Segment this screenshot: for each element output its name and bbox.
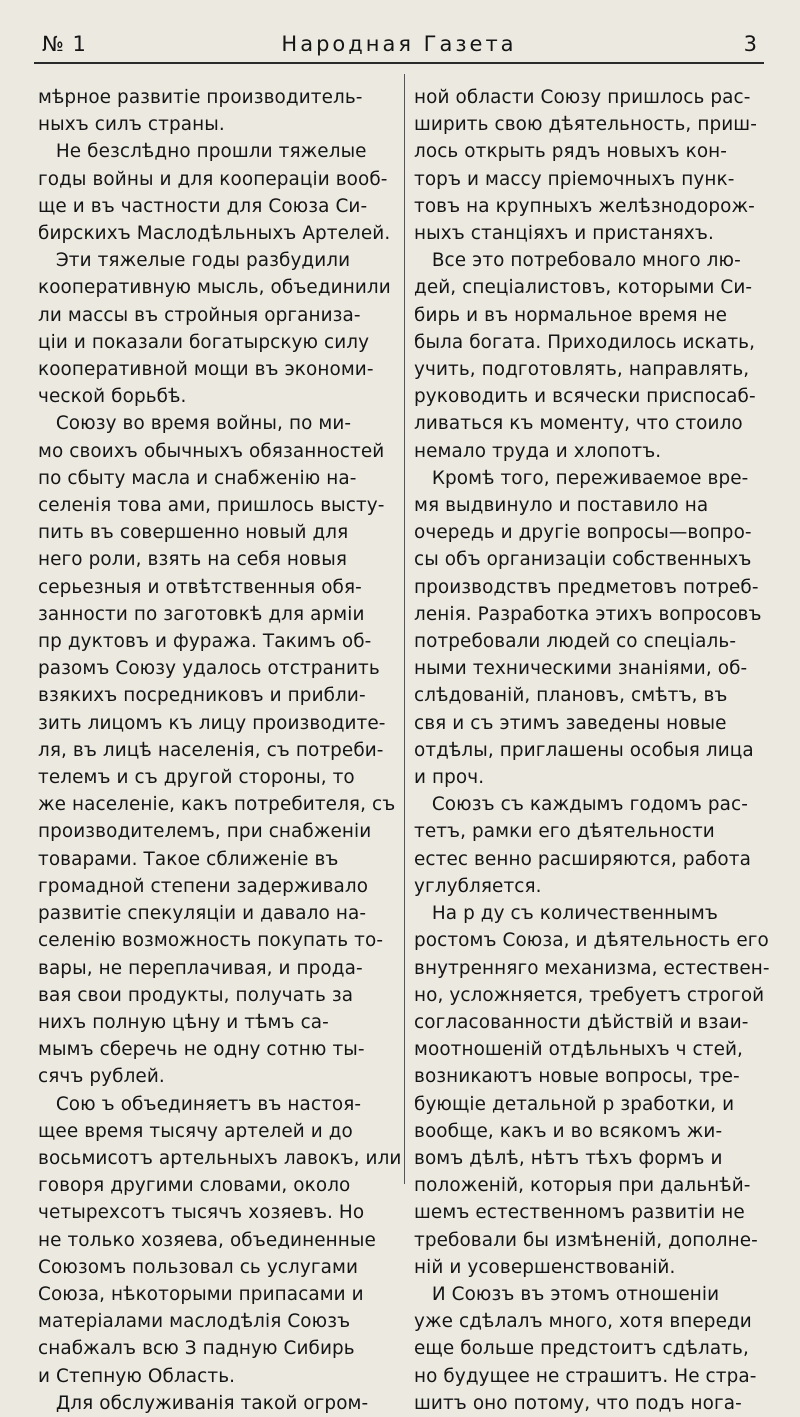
page-header [34,26,764,64]
left-column-text: мѣрное развитіе производитель- ныхъ силъ страны. Не безслѣдно прошли тяжелые годы войны и для коопераціи вооб- ще и въ частности для Союза Си- бирскихъ Маслодѣльныхъ Артелей. Эти тяжелые годы разбудили кооперативную мысль, объединили ли массы въ стройныя организа- ціи и показали богатырскую силу кооперативной мощи въ экономи- ческой борьбѣ. Союзу во время войны, по ми- мо своихъ обычныхъ обязанностей по сбыту масла и снабженію на- селенія това ами, пришлось высту- пить въ совершенно новый для него роли, взять на себя новыя серьезныя и отвѣтственныя обя- занности по заготовкѣ для арміи пр дуктовъ и фуража. Такимъ об- разомъ Союзу удалось отстранить взякихъ посредниковъ и прибли- зить лицомъ къ лицу производите- ля, въ лицѣ населенія, съ потреби- телемъ и съ другой стороны, то же населеніе, какъ потребителя, съ производителемъ, при снабженіи товарами. Такое сближеніе въ громадной степени задерживало развитіе спекуляціи и давало на- селенію возможность покупать то- вары, не переплачивая, и прода- вая свои продукты, получать за нихъ полную цѣну и тѣмъ са- мымъ сберечь не одну сотню ты- сячъ рублей. Сою ъ объединяетъ въ настоя- щее время тысячу артелей и до восьмисотъ артельныхъ лавокъ, или говоря другими словами, около четырехсотъ тысячъ хозяевъ. Но не только хозяева, объединенные Союзомъ пользовал сь услугами Союза, нѣкоторыми припасами и матеріалами маслодѣлія Союзъ снабжалъ всю З падную Сибирь и Степную Область. Для обслуживанія такой огром- [38,87,402,1414]
issue-number: № 1 [42,32,87,56]
newspaper-title: Народная Газета [281,32,517,56]
right-column-text: ной области Союзу пришлось рас- ширить свою дѣятельность, приш- лось открыть рядъ новыхъ кон- торъ и массу пріемочныхъ пунк- товъ на крупныхъ желѣзнодорож- ныхъ станціяхъ и пристаняхъ. Все это потребовало много лю- дей, спеціалистовъ, которыми Си- бирь и въ нормальное время не была богата. Приходилось искать, учить, подготовлять, направлять, руководить и всячески приспосаб- ливаться къ моменту, что стоило немало труда и хлопотъ. Кромѣ того, переживаемое вре- мя выдвинуло и поставило на очередь и другіе вопросы—вопро- сы объ организаціи собственныхъ производствъ предметовъ потреб- ленія. Разработка этихъ вопросовъ потребовали людей со спеціаль- ными техническими знаніями, об- слѣдованій, плановъ, смѣтъ, въ свя и съ этимъ заведены новые отдѣлы, приглашены особыя лица и проч. Союзъ съ каждымъ годомъ рас- тетъ, рамки его дѣятельности естес венно расширяются, работа углубляется. На р ду съ количественнымъ ростомъ Союза, и дѣятельность его внутренняго механизма, естествен- но, усложняется, требуетъ строгой согласованности дѣйствій и взаи- моотношеній отдѣльныхъ ч стей, возникаютъ новые вопросы, тре- бующіе детальной р зработки, и вообще, какъ и во всякомъ жи- вомъ дѣлѣ, нѣтъ тѣхъ формъ и положеній, которыя при дальнѣй- шемъ естественномъ развитіи не требовали бы измѣненій, дополне- ній и усовершенствованій. И Союзъ въ этомъ отношеніи уже сдѣлалъ много, хотя впереди еще больше предстоитъ сдѣлать, но будущее не страшитъ. Не стра- шитъ оно потому, что подъ нога- [414,87,770,1414]
column-divider [404,74,405,1184]
page-number: 3 [743,32,758,56]
